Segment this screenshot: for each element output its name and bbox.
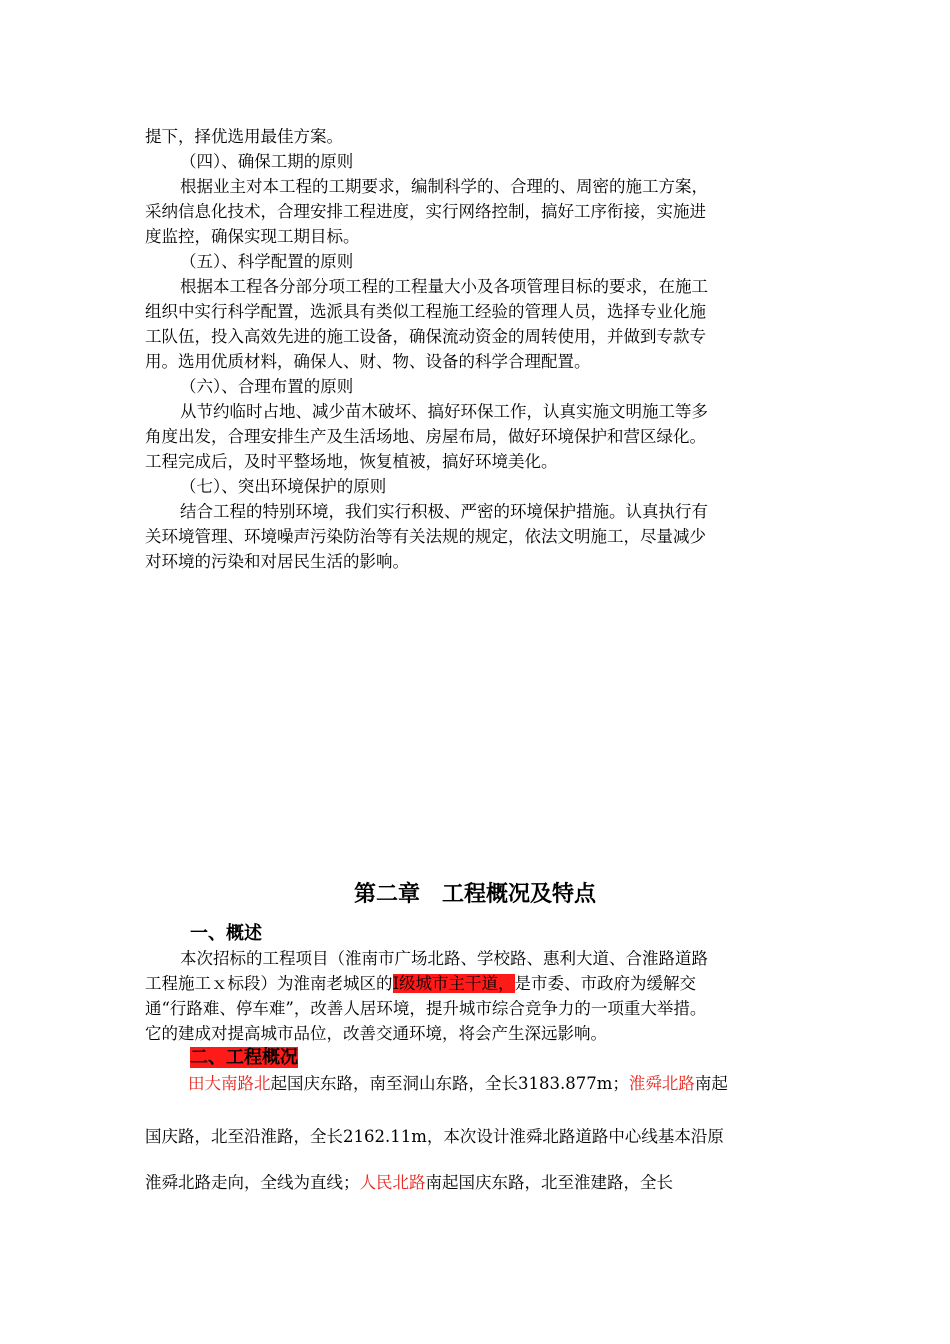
text-line: 度监控，确保实现工期目标。 — [145, 227, 360, 246]
subheading-schedule: （四）、确保工期的原则 — [180, 152, 354, 171]
road-name: 淮舜北路 — [628, 1074, 695, 1093]
text-span: 淮舜北路走向，全线为直线； — [145, 1173, 360, 1192]
text-line — [188, 1071, 858, 1096]
text-line: 工队伍，投入高效先进的施工设备，确保流动资金的周转使用，并做到专款专 — [145, 327, 706, 346]
text-span: 是市委、市政府为缓解交 — [514, 974, 697, 993]
text-line: 关环境管理、环境噪声污染防治等有关法规的规定，依法文明施工，尽量减少 — [145, 527, 706, 546]
text-line: 通“行路难、停车难”，改善人居环境，提升城市综合竞争力的一项重大举措。 — [145, 999, 707, 1018]
subheading-layout: （六）、合理布置的原则 — [180, 377, 354, 396]
text-span: 南起 — [694, 1074, 728, 1093]
text-span: 工程施工ｘ标段）为淮南老城区的 — [145, 974, 393, 993]
text-line: 结合工程的特别环境，我们实行积极、严密的环境保护措施。认真执行有 — [180, 502, 708, 521]
text-line: 提下，择优选用最佳方案。 — [145, 127, 343, 146]
text-line: 它的建成对提高城市品位，改善交通环境，将会产生深远影响。 — [145, 1024, 607, 1043]
subheading-allocation: （五）、科学配置的原则 — [180, 252, 354, 271]
chapter-title: 第二章 工程概况及特点 — [353, 882, 596, 907]
text-line: 组织中实行科学配置，选派具有类似工程施工经验的管理人员，选择专业化施 — [145, 302, 706, 321]
text-line: 用。选用优质材料，确保人、财、物、设备的科学合理配置。 — [145, 352, 591, 371]
text-line: 国庆路，北至沿淮路，全长2162.11m，本次设计淮舜北路道路中心线基本沿原 — [145, 1127, 724, 1146]
road-name: 田大南路北 — [188, 1074, 271, 1093]
text-line: 角度出发，合理安排生产及生活场地、房屋布局，做好环境保护和营区绿化。 — [145, 427, 706, 446]
highlighted-heading: 二、工程概况 — [190, 1047, 298, 1068]
text-line: 根据本工程各分部分项工程的工程量大小及各项管理目标的要求，在施工 — [180, 277, 708, 296]
text-line — [145, 971, 815, 996]
subheading-environment: （七）、突出环境保护的原则 — [180, 477, 387, 496]
highlighted-text: Ⅰ级城市主干道， — [392, 974, 515, 993]
section-heading-overview: 一、概述 — [190, 923, 262, 944]
text-span: 南起国庆东路，北至淮建路，全长 — [425, 1173, 673, 1192]
text-span: 起国庆东路，南至洞山东路，全长3183.877m； — [270, 1074, 629, 1093]
section-heading-project-overview — [190, 1046, 298, 1070]
text-line — [145, 1170, 815, 1195]
text-line: 根据业主对本工程的工期要求，编制科学的、合理的、周密的施工方案， — [180, 177, 708, 196]
text-line: 对环境的污染和对居民生活的影响。 — [145, 552, 409, 571]
text-line: 从节约临时占地、减少苗木破坏、搞好环保工作，认真实施文明施工等多 — [180, 402, 708, 421]
road-name: 人民北路 — [359, 1173, 426, 1192]
text-line: 工程完成后，及时平整场地，恢复植被，搞好环境美化。 — [145, 452, 558, 471]
text-line: 本次招标的工程项目（淮南市广场北路、学校路、惠利大道、合淮路道路 — [180, 949, 708, 968]
text-line: 采纳信息化技术，合理安排工程进度，实行网络控制，搞好工序衔接，实施进 — [145, 202, 706, 221]
